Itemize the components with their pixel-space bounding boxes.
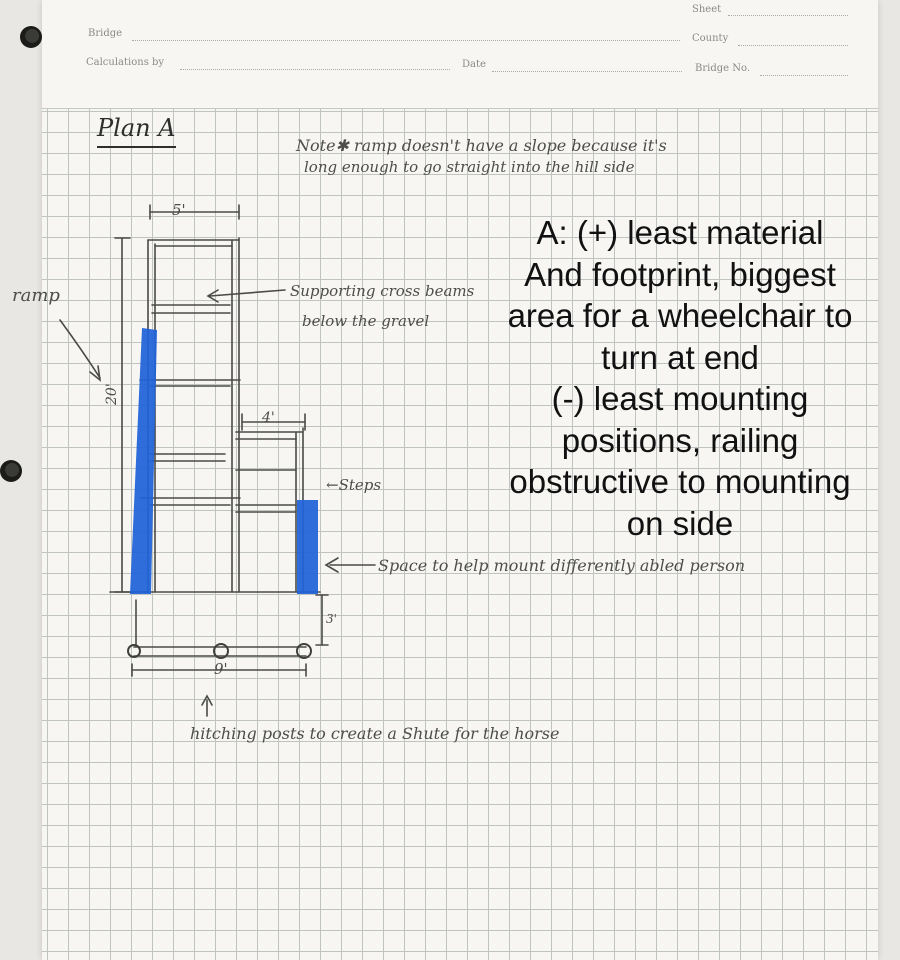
evaluation-note	[480, 212, 880, 544]
evaluation-line: area for a wheelchair to	[507, 297, 853, 334]
dim-5ft-label: 5'	[172, 201, 186, 219]
ramp-highlight	[130, 328, 157, 594]
dim-20ft-label: 20'	[104, 383, 120, 405]
bridge-no-label: Bridge No.	[695, 63, 750, 74]
mounting-space-highlight	[297, 500, 318, 594]
evaluation-line: (-) least mounting	[551, 380, 809, 417]
dim-4ft-label: 4'	[262, 410, 275, 426]
ramp-label: ramp	[12, 285, 60, 306]
supporting-label-1: Supporting cross beams	[290, 282, 475, 300]
hitching-posts-label: hitching posts to create a Shute for the horse	[190, 724, 560, 743]
note-line-1: Note✱ ramp doesn't have a slope because it's	[296, 136, 667, 155]
steps-label: ←Steps	[326, 476, 382, 494]
evaluation-line: positions, railing	[561, 421, 799, 459]
county-label: County	[692, 33, 729, 44]
sheet-label: Sheet	[692, 4, 722, 15]
evaluation-line: turn at end	[601, 338, 759, 376]
note-line-2: long enough to go straight into the hill side	[304, 158, 635, 176]
calculations-label: Calculations by	[86, 57, 165, 68]
evaluation-line: obstructive to mounting	[509, 463, 851, 500]
dim-3ft-label: 3'	[326, 612, 337, 626]
evaluation-line: And footprint, biggest	[524, 255, 836, 293]
evaluation-line: A: (+) least material	[536, 214, 824, 251]
evaluation-line: on side	[626, 504, 734, 542]
dim-9ft-label: 9'	[214, 660, 228, 678]
plan-title: Plan A	[97, 112, 176, 148]
date-label: Date	[462, 59, 486, 70]
supporting-label-2: below the gravel	[302, 312, 430, 330]
mounting-space-label: Space to help mount differently abled person	[378, 556, 746, 575]
bridge-label: Bridge	[88, 28, 123, 39]
